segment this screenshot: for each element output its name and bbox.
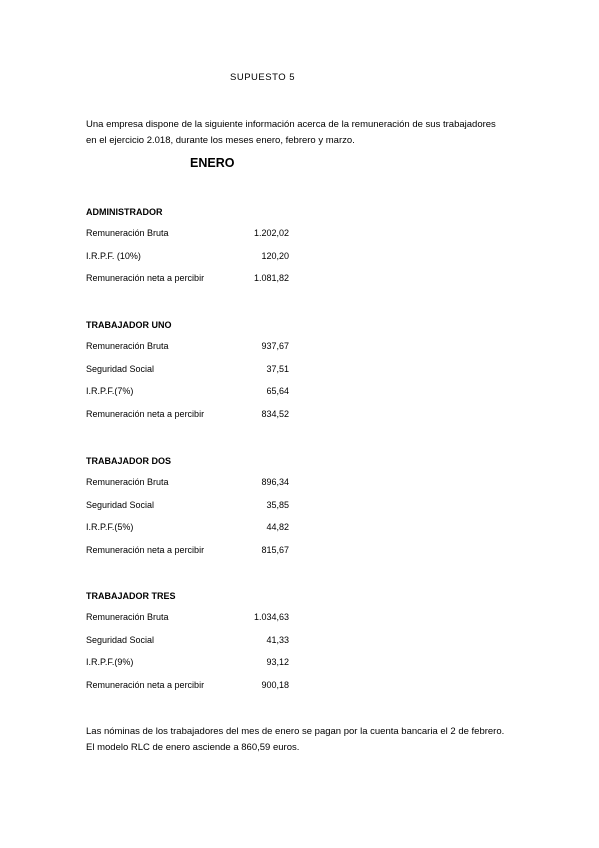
row-value: 37,51 [266,363,289,374]
month-heading: ENERO [190,156,235,170]
table-row [86,680,326,703]
row-label: Remuneración Bruta [86,228,169,238]
row-value: 44,82 [266,522,289,533]
row-value: 120,20 [261,250,289,261]
section-trabajador-uno [86,319,326,432]
row-value: 900,18 [261,680,289,691]
row-value: 1.202,02 [253,228,289,238]
row-label: Remuneración Bruta [86,477,169,487]
table-row [86,386,326,409]
row-label: I.R.P.F.(9%) [86,657,134,668]
section-administrador [86,206,326,296]
table-row [86,612,326,635]
section-trabajador-dos [86,455,326,568]
row-label: Seguridad Social [86,499,155,510]
document-title: SUPUESTO 5 [230,72,296,83]
row-label: Remuneración neta a percibir [86,409,205,420]
row-value: 896,34 [261,477,289,487]
row-label: Seguridad Social [86,634,155,645]
table-row [86,341,326,364]
row-label: Remuneración Bruta [86,341,169,351]
row-value: 35,85 [266,499,289,510]
footer-paragraph: Las nóminas de los trabajadores del mes de enero se pagan por la cuenta bancaria el 2 de febrero. El modelo RLC de enero asciende a 860,59 euros. [86,726,505,753]
table-row [86,228,326,251]
table-row [86,522,326,545]
table-row [86,477,326,500]
row-label: Remuneración neta a percibir [86,273,205,284]
table-row [86,364,326,387]
section-trabajador-tres [86,590,326,703]
row-label: I.R.P.F.(7%) [86,386,134,397]
table-row [86,251,326,274]
row-value: 41,33 [266,634,289,645]
table-row [86,657,326,680]
table-row [86,500,326,523]
intro-paragraph: Una empresa dispone de la siguiente información acerca de la remuneración de sus trabajadores en el ejercicio 2.018, durante los meses enero, febrero y marzo. [86,119,496,146]
row-label: Remuneración Bruta [86,612,169,622]
row-value: 65,64 [266,386,289,397]
row-value: 834,52 [261,409,289,420]
row-value: 815,67 [261,545,289,556]
row-value: 93,12 [266,657,289,668]
table-row [86,273,326,296]
row-value: 937,67 [261,341,289,351]
row-label: I.R.P.F.(5%) [86,522,134,533]
section-title: TRABAJADOR TRES [86,591,176,601]
row-label: I.R.P.F. (10%) [86,250,141,261]
row-label: Remuneración neta a percibir [86,545,205,556]
table-row [86,635,326,658]
section-title: TRABAJADOR DOS [86,456,172,466]
section-title: TRABAJADOR UNO [86,320,172,330]
row-label: Remuneración neta a percibir [86,680,205,691]
row-value: 1.081,82 [253,273,289,284]
table-row [86,545,326,568]
row-label: Seguridad Social [86,363,155,374]
table-row [86,409,326,432]
row-value: 1.034,63 [253,612,289,622]
section-title: ADMINISTRADOR [86,207,163,217]
